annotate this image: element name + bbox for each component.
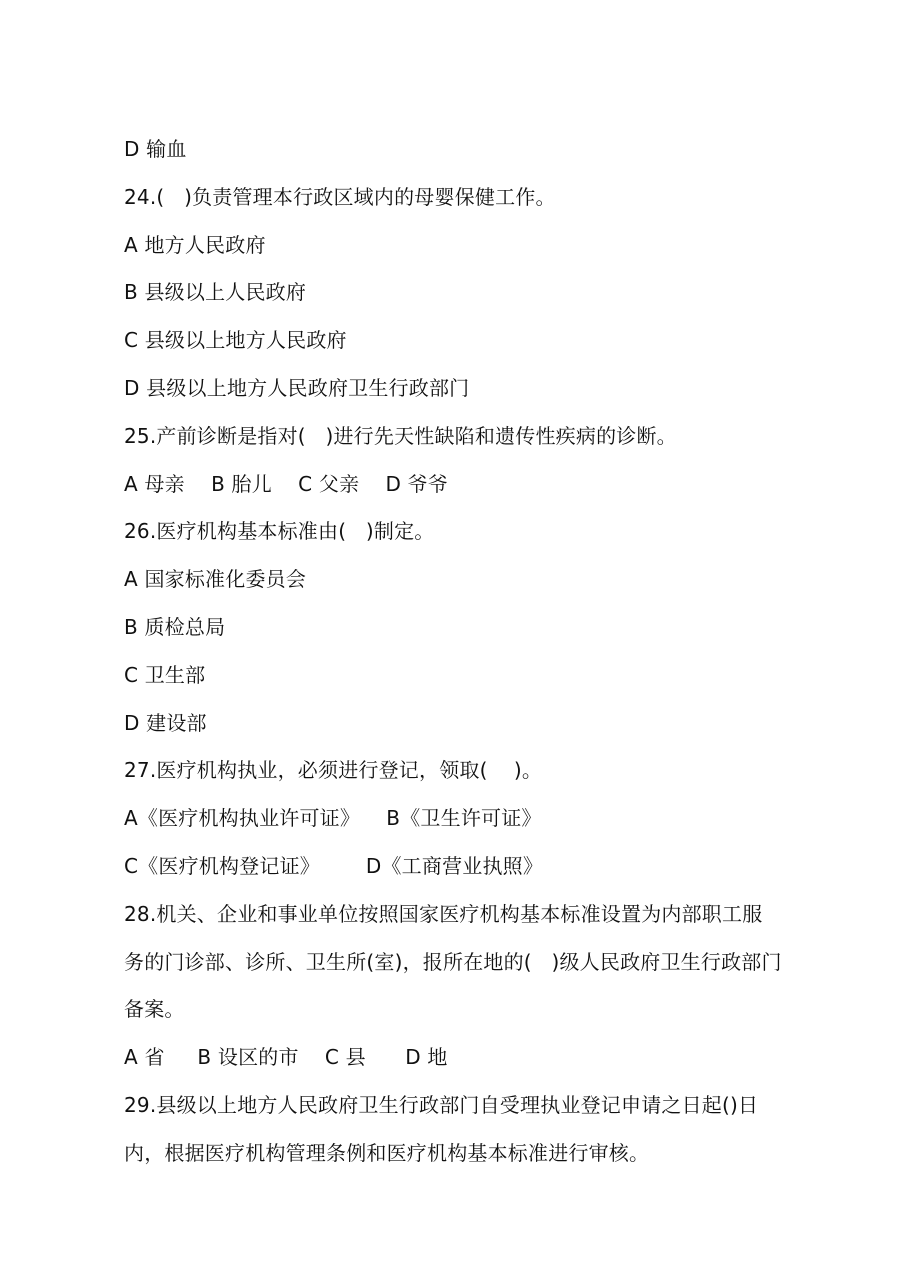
options-28: A 省 B 设区的市 C 县 D 地 — [124, 1045, 448, 1070]
option-26-a: A 国家标准化委员会 — [124, 567, 307, 592]
question-26: 26.医疗机构基本标准由( )制定。 — [124, 519, 435, 544]
option-24-prev-d: D 输血 — [124, 137, 187, 161]
question-29-line-2: 内，根据医疗机构管理条例和医疗机构基本标准进行审核。 — [124, 1140, 650, 1165]
exam-question-text — [124, 126, 814, 1178]
question-27: 27.医疗机构执业，必须进行登记，领取( )。 — [124, 758, 543, 783]
option-26-c: C 卫生部 — [124, 662, 206, 687]
question-24: 24.( )负责管理本行政区域内的母婴保健工作。 — [124, 184, 556, 209]
options-27-ab: A《医疗机构执业许可证》 B《卫生许可证》 — [124, 806, 542, 831]
option-26-d: D 建设部 — [124, 710, 207, 735]
option-24-a: A 地方人民政府 — [124, 232, 266, 257]
option-26-b: B 质检总局 — [124, 614, 226, 639]
options-27-cd: C《医疗机构登记证》 D《工商营业执照》 — [124, 853, 544, 878]
options-25: A 母亲 B 胎儿 C 父亲 D 爷爷 — [124, 471, 449, 496]
question-28-line-2: 务的门诊部、诊所、卫生所(室)，报所在地的( )级人民政府卫生行政部门 — [124, 949, 782, 974]
question-25: 25.产前诊断是指对( )进行先天性缺陷和遗传性疾病的诊断。 — [124, 423, 677, 448]
option-24-b: B 县级以上人民政府 — [124, 280, 307, 305]
question-29-line-1: 29.县级以上地方人民政府卫生行政部门自受理执业登记申请之日起()日 — [124, 1092, 759, 1117]
question-28-line-3: 备案。 — [124, 997, 185, 1022]
question-28-line-1: 28.机关、企业和事业单位按照国家医疗机构基本标准设置为内部职工服 — [124, 901, 763, 926]
option-24-c: C 县级以上地方人民政府 — [124, 328, 347, 353]
option-24-d: D 县级以上地方人民政府卫生行政部门 — [124, 375, 470, 400]
